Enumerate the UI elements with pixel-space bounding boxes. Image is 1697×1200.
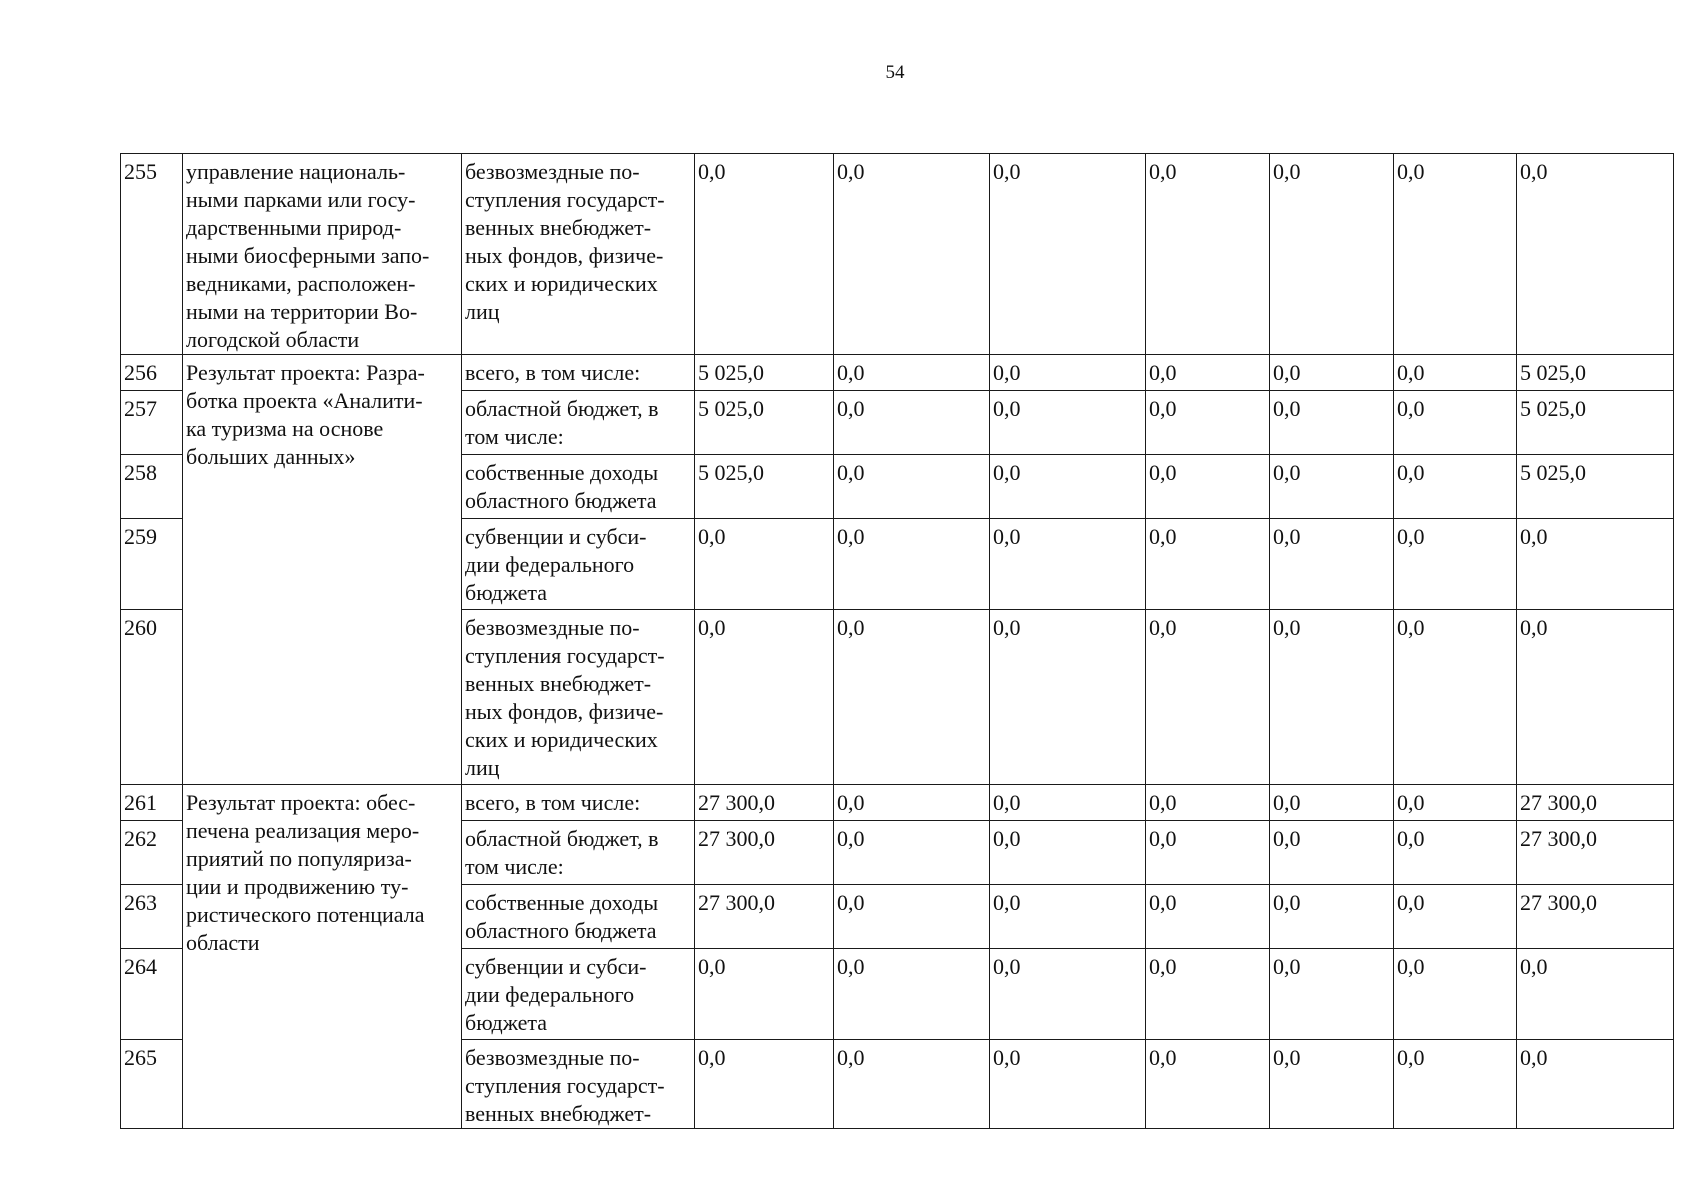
amount-cell: 0,0 — [834, 154, 990, 355]
table-row — [121, 355, 1674, 391]
amount-cell: 0,0 — [1270, 455, 1394, 519]
table-row — [121, 154, 1674, 355]
amount-cell: 0,0 — [1394, 885, 1517, 949]
amount-cell: 5 025,0 — [1517, 455, 1674, 519]
amount-cell: 27 300,0 — [695, 821, 834, 885]
amount-cell: 5 025,0 — [1517, 391, 1674, 455]
amount-cell: 0,0 — [834, 821, 990, 885]
amount-cell: 0,0 — [1517, 1040, 1674, 1129]
amount-cell: 0,0 — [1270, 355, 1394, 391]
amount-cell: 0,0 — [1146, 519, 1270, 610]
amount-cell: 5 025,0 — [695, 455, 834, 519]
amount-cell: 0,0 — [695, 610, 834, 785]
amount-cell: 0,0 — [834, 355, 990, 391]
funding-source-cell: собственные доходы областного бюджета — [462, 885, 695, 949]
amount-cell: 0,0 — [1517, 949, 1674, 1040]
amount-cell: 0,0 — [834, 391, 990, 455]
amount-cell: 0,0 — [990, 355, 1146, 391]
amount-cell: 0,0 — [1146, 154, 1270, 355]
amount-cell: 0,0 — [1146, 785, 1270, 821]
amount-cell: 5 025,0 — [1517, 355, 1674, 391]
amount-cell: 0,0 — [695, 154, 834, 355]
amount-cell: 0,0 — [834, 949, 990, 1040]
funding-source-cell: субвенции и субси- дии федерального бюджета — [462, 519, 695, 610]
amount-cell: 27 300,0 — [695, 785, 834, 821]
row-number-cell: 255 — [121, 154, 183, 355]
funding-source-cell: субвенции и субси- дии федерального бюджета — [462, 949, 695, 1040]
amount-cell: 0,0 — [1270, 391, 1394, 455]
page-number: 54 — [885, 62, 905, 83]
amount-cell: 0,0 — [990, 519, 1146, 610]
amount-cell: 0,0 — [1394, 949, 1517, 1040]
amount-cell: 0,0 — [1270, 949, 1394, 1040]
amount-cell: 0,0 — [834, 885, 990, 949]
funding-source-cell: областной бюджет, в том числе: — [462, 391, 695, 455]
amount-cell: 0,0 — [1146, 610, 1270, 785]
amount-cell: 0,0 — [990, 821, 1146, 885]
amount-cell: 0,0 — [1270, 610, 1394, 785]
amount-cell: 0,0 — [1270, 519, 1394, 610]
row-number-cell: 258 — [121, 455, 183, 519]
amount-cell: 0,0 — [990, 1040, 1146, 1129]
amount-cell: 0,0 — [1394, 455, 1517, 519]
amount-cell: 0,0 — [990, 391, 1146, 455]
amount-cell: 5 025,0 — [695, 391, 834, 455]
amount-cell: 27 300,0 — [1517, 885, 1674, 949]
row-number-cell: 261 — [121, 785, 183, 821]
funding-source-cell: безвозмездные по- ступления государст- венных внебюджет- — [462, 1040, 695, 1129]
funding-source-cell: всего, в том числе: — [462, 785, 695, 821]
funding-source-cell: безвозмездные по- ступления государст- венных внебюджет- ных фондов, физиче- ских и юридических лиц — [462, 154, 695, 355]
amount-cell: 0,0 — [1394, 355, 1517, 391]
row-number-cell: 259 — [121, 519, 183, 610]
amount-cell: 0,0 — [990, 785, 1146, 821]
row-number-cell: 264 — [121, 949, 183, 1040]
amount-cell: 0,0 — [834, 1040, 990, 1129]
table-body — [121, 154, 1674, 1129]
amount-cell: 0,0 — [1270, 154, 1394, 355]
amount-cell: 0,0 — [1394, 1040, 1517, 1129]
amount-cell: 0,0 — [695, 1040, 834, 1129]
amount-cell: 0,0 — [990, 455, 1146, 519]
row-number-cell: 265 — [121, 1040, 183, 1129]
row-number-cell: 256 — [121, 355, 183, 391]
row-number-cell: 257 — [121, 391, 183, 455]
row-number-cell: 260 — [121, 610, 183, 785]
amount-cell: 0,0 — [1394, 519, 1517, 610]
amount-cell: 0,0 — [834, 785, 990, 821]
budget-table — [120, 153, 1674, 1129]
amount-cell: 0,0 — [1270, 885, 1394, 949]
amount-cell: 0,0 — [1394, 154, 1517, 355]
result-cell: управление националь- ными парками или госу- дарственными природ- ными биосферными запо- ведниками, расположен- ными на территории Во- логодской области — [183, 154, 462, 355]
amount-cell: 27 300,0 — [1517, 785, 1674, 821]
amount-cell: 0,0 — [1146, 821, 1270, 885]
amount-cell: 0,0 — [1517, 610, 1674, 785]
amount-cell: 27 300,0 — [695, 885, 834, 949]
amount-cell: 0,0 — [990, 610, 1146, 785]
funding-source-cell: безвозмездные по- ступления государст- венных внебюджет- ных фондов, физиче- ских и юридических лиц — [462, 610, 695, 785]
amount-cell: 0,0 — [1270, 1040, 1394, 1129]
amount-cell: 0,0 — [834, 455, 990, 519]
funding-source-cell: областной бюджет, в том числе: — [462, 821, 695, 885]
amount-cell: 0,0 — [990, 949, 1146, 1040]
amount-cell: 0,0 — [1146, 455, 1270, 519]
row-number-cell: 263 — [121, 885, 183, 949]
amount-cell: 0,0 — [1394, 610, 1517, 785]
amount-cell: 27 300,0 — [1517, 821, 1674, 885]
amount-cell: 0,0 — [1270, 785, 1394, 821]
funding-source-cell: собственные доходы областного бюджета — [462, 455, 695, 519]
amount-cell: 0,0 — [1146, 949, 1270, 1040]
amount-cell: 0,0 — [990, 154, 1146, 355]
result-group-cell: Результат проекта: Разра- ботка проекта «Аналити- ка туризма на основе больших данных» — [183, 355, 462, 785]
funding-source-cell: всего, в том числе: — [462, 355, 695, 391]
amount-cell: 0,0 — [1270, 821, 1394, 885]
amount-cell: 0,0 — [1146, 885, 1270, 949]
amount-cell: 5 025,0 — [695, 355, 834, 391]
amount-cell: 0,0 — [1517, 519, 1674, 610]
row-number-cell: 262 — [121, 821, 183, 885]
amount-cell: 0,0 — [1146, 355, 1270, 391]
amount-cell: 0,0 — [1394, 821, 1517, 885]
amount-cell: 0,0 — [1517, 154, 1674, 355]
amount-cell: 0,0 — [1394, 391, 1517, 455]
amount-cell: 0,0 — [695, 519, 834, 610]
table-row — [121, 785, 1674, 821]
amount-cell: 0,0 — [695, 949, 834, 1040]
amount-cell: 0,0 — [1146, 1040, 1270, 1129]
amount-cell: 0,0 — [834, 519, 990, 610]
amount-cell: 0,0 — [990, 885, 1146, 949]
result-group-cell: Результат проекта: обес- печена реализация меро- приятий по популяриза- ции и продвижению ту- ристического потенциала области — [183, 785, 462, 1129]
amount-cell: 0,0 — [834, 610, 990, 785]
amount-cell: 0,0 — [1394, 785, 1517, 821]
amount-cell: 0,0 — [1146, 391, 1270, 455]
